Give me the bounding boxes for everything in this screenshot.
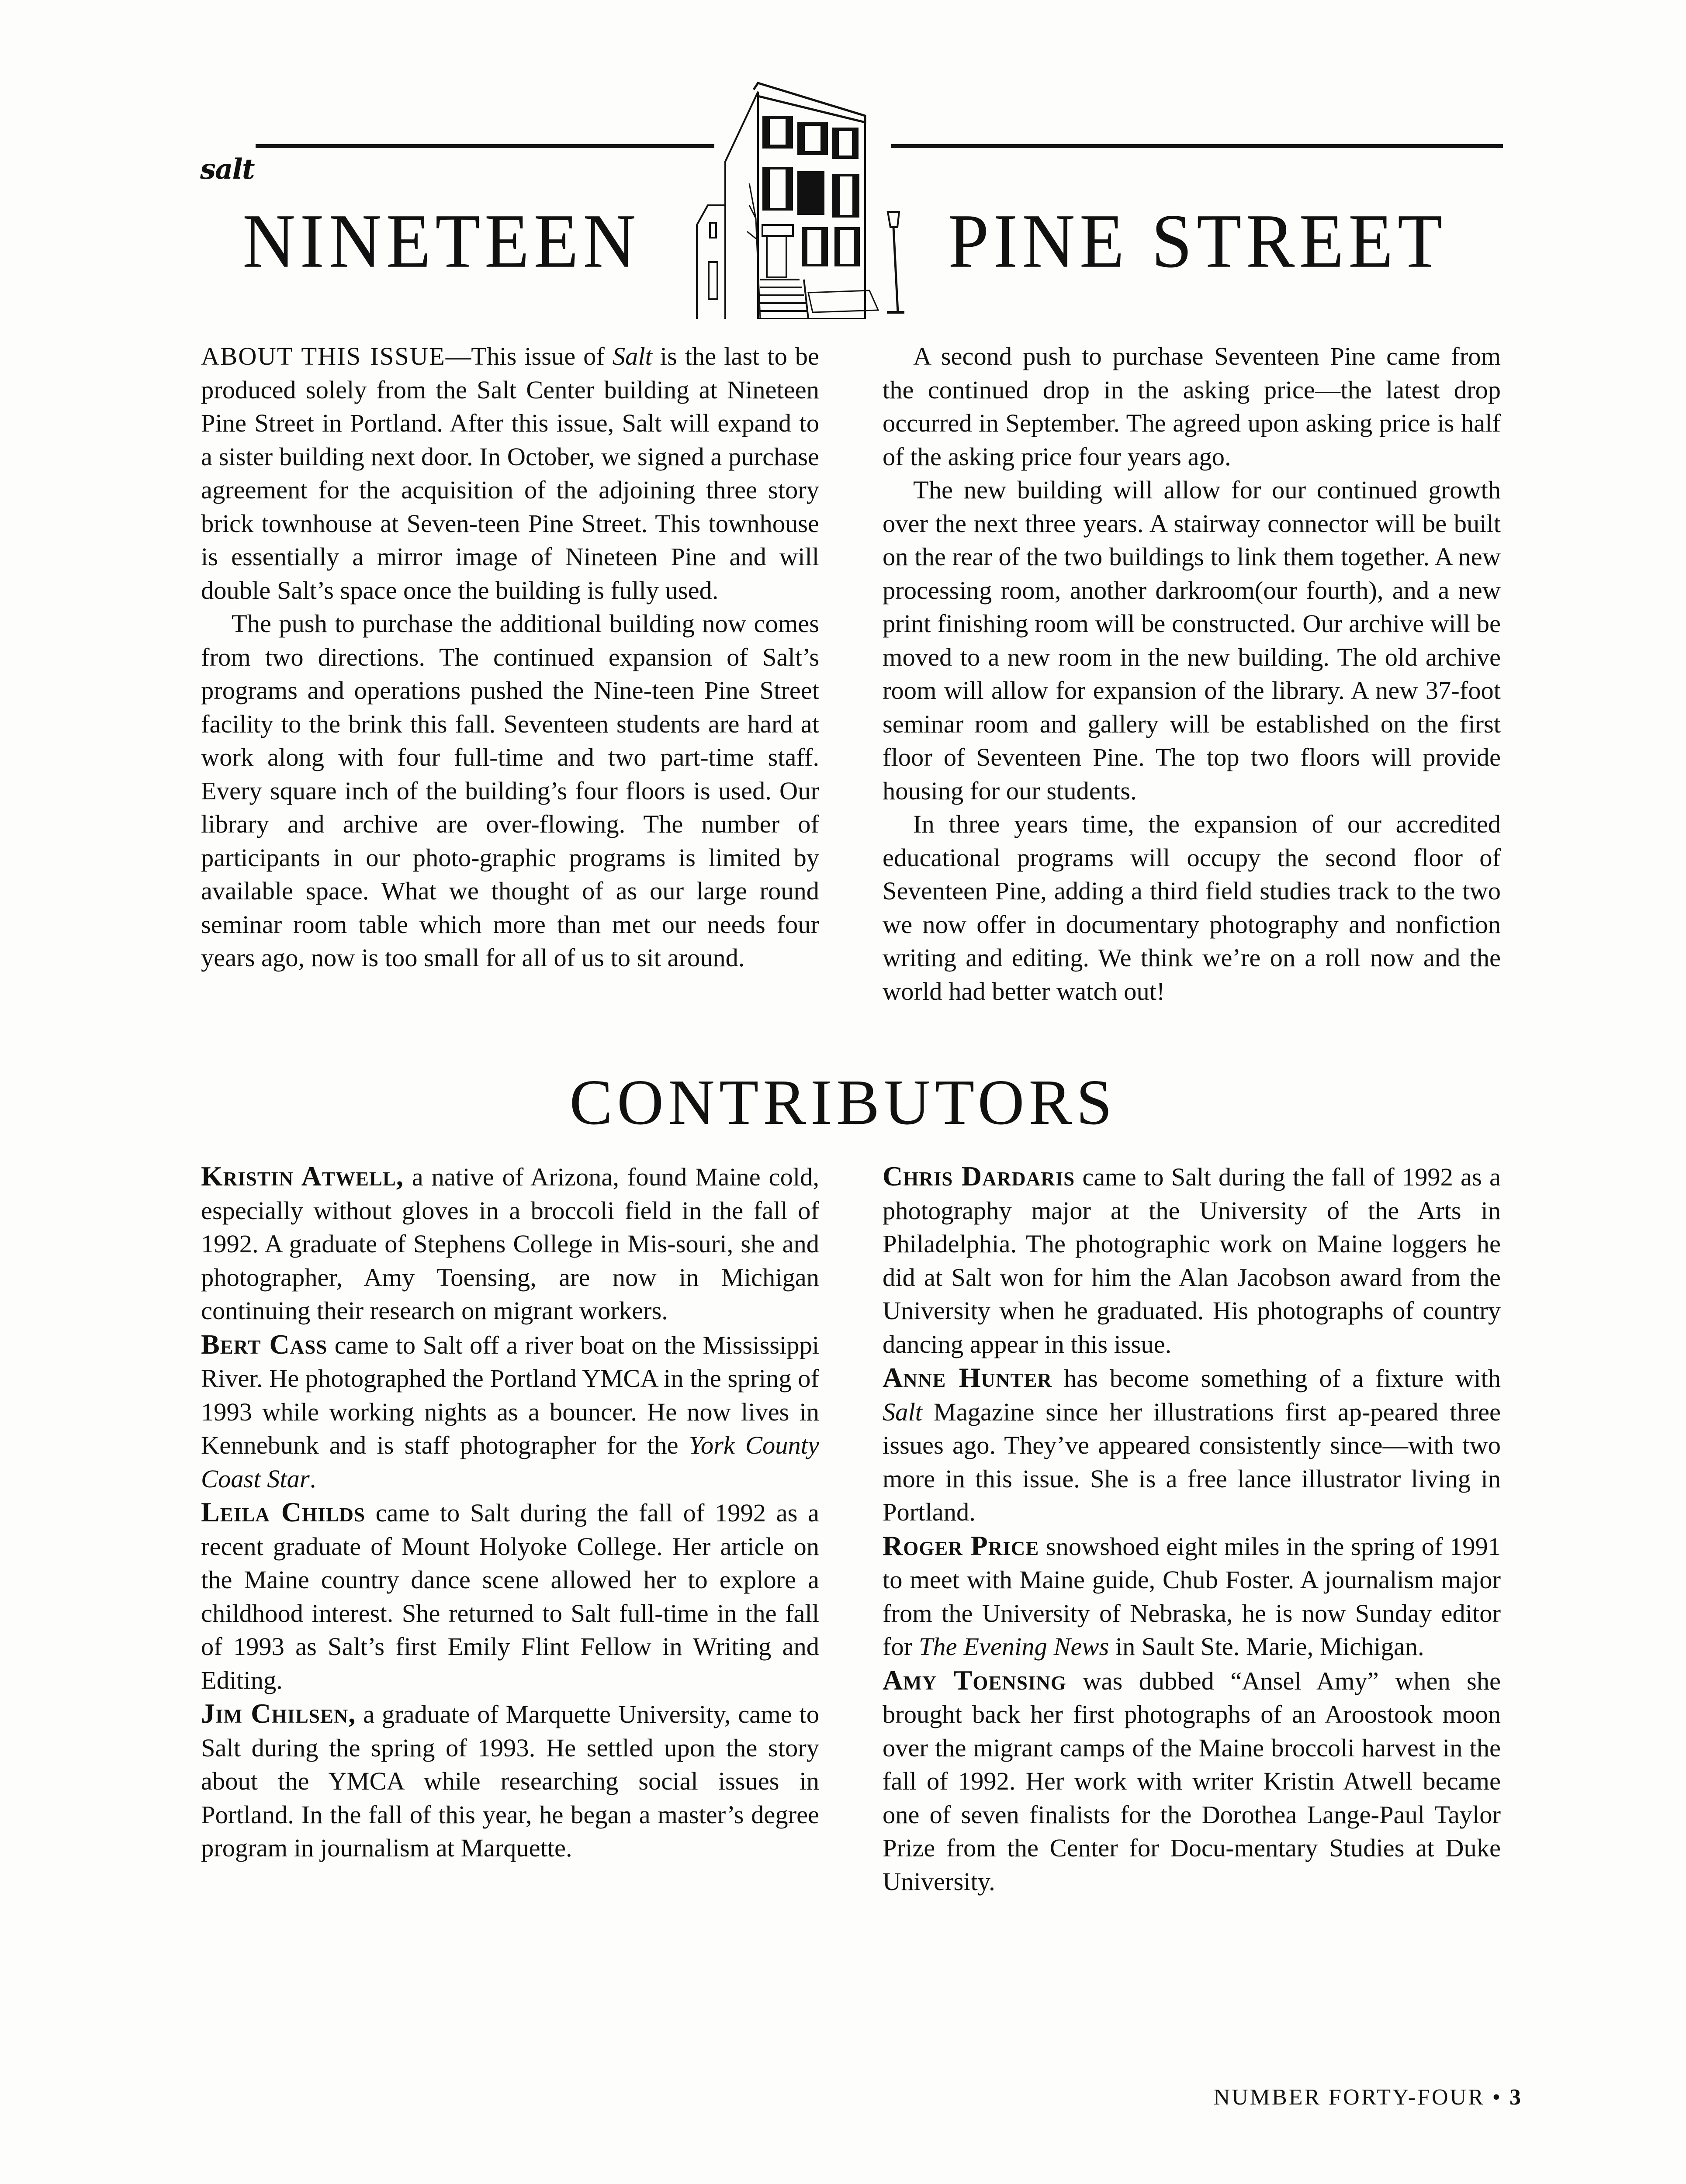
contributor-bio — [883, 1160, 1501, 1361]
text-run: came to Salt during the fall of 1992 as a photography major at the University of the Arts in Philadelphia. The photographic work on Maine loggers he did at Salt won for him the Alan Jacobson award from the University when he graduated. His photographs of country dancing appear in this issue. — [883, 1163, 1501, 1358]
text-run: has become something of a fixture with — [1052, 1364, 1501, 1393]
about-paragraph — [883, 473, 1501, 808]
bullet-separator: • — [1492, 2085, 1502, 2110]
front-door — [767, 236, 786, 277]
contributor-bio — [883, 1664, 1501, 1899]
text-run: —This issue of — [445, 342, 613, 370]
contributor-bio — [201, 1697, 819, 1865]
contributor-name: Chris Dardaris — [883, 1161, 1075, 1192]
text-run: a native of Arizona, found Maine cold, especially without gloves in a broccoli field in the fall of 1992. A graduate of Stephens College in Mis-souri, she and photographer, Amy Toensing, are now in Michigan continuing their research on migrant workers. — [201, 1163, 820, 1325]
text-run: was dubbed “Ansel Amy” when she brought back her first photographs of an Aroostook moon over the migrant camps of the Maine broccoli harvest in the fall of 1992. Her work with writer Kristin Atwell became one of seven finalists for the Dorothea Lange-Paul Taylor Prize from the Center for Docu-mentary Studies at Duke University. — [883, 1666, 1501, 1896]
about-column-right — [883, 340, 1501, 1008]
stoop-rail — [758, 280, 808, 319]
about-paragraph — [883, 340, 1501, 473]
annex-door — [709, 262, 717, 299]
contributor-name: Roger Price — [883, 1530, 1039, 1561]
italic-title: Salt — [883, 1397, 923, 1426]
page-title-left: NINETEEN — [242, 198, 640, 284]
lamp-head — [888, 212, 899, 227]
contributors-heading: CONTRIBUTORS — [569, 1067, 1117, 1138]
contributor-bio — [883, 1529, 1501, 1664]
text-run: . — [309, 1464, 316, 1493]
italic-title: Salt — [612, 342, 652, 370]
text-run: A second push to purchase Seventeen Pine came from the continued drop in the asking price—the latest drop occurred in September. The agreed upon asking price is half of the asking price four years ago. — [883, 342, 1501, 471]
contributor-text — [883, 1163, 1501, 1358]
about-text — [883, 476, 1501, 805]
text-run: a graduate of Marquette University, came to Salt during the spring of 1993. He settled upon the story about the YMCA while researching social issues in Portland. In the fall of this year, he began a master’s degree program in journalism at Marquette. — [201, 1700, 819, 1862]
issue-label: NUMBER FORTY-FOUR — [1213, 2085, 1485, 2110]
contributor-name: Kristin Atwell, — [201, 1161, 404, 1192]
text-run: The push to purchase the additional building now comes from two directions. The continued expansion of Salt’s programs and operations pushed the Nine-teen Pine Street facility to the brink this fall. Seventeen students are hard at work along with four full-time and two part-time staff. Every square inch of the building’s four floors is used. Our library and archive are over-flowing. The number of participants in our photo-graphic programs is limited by available space. What we thought of as our large round seminar room table which more than met our needs four years ago, now is too small for all of us to sit around. — [201, 609, 819, 972]
page-number: 3 — [1509, 2085, 1521, 2110]
italic-title: The Evening News — [918, 1632, 1109, 1661]
contributor-name: Jim Chilsen, — [201, 1698, 356, 1729]
contributor-text — [201, 1499, 819, 1694]
page-title-right: PINE STREET — [948, 198, 1447, 284]
townhouse-illustration — [673, 74, 961, 319]
lamp-post — [893, 227, 898, 312]
text-run: Magazine since her illustrations first ap-peared three issues ago. They’ve appeared consistently since—with two more in this issue. She is a free lance illustrator living in Portland. — [883, 1397, 1501, 1526]
text-run: came to Salt during the fall of 1992 as a recent graduate of Mount Holyoke College. Her article on the Maine country dance scene allowed her to explore a childhood interest. She returned to Salt full-time in the fall of 1993 as Salt’s first Emily Flint Fellow in Writing and Editing. — [201, 1499, 819, 1694]
contributor-bio — [201, 1160, 819, 1328]
contributor-name: Leila Childs — [201, 1496, 366, 1527]
contributor-name: Bert Cass — [201, 1328, 328, 1360]
about-text — [201, 342, 819, 605]
text-run: came to Salt off a river boat on the Mississippi River. He photographed the Portland YMCA in the spring of 1993 while working nights as a bouncer. He now lives in Kennebunk and is staff photographer for the — [201, 1330, 819, 1459]
text-run: snowshoed eight miles in the spring of 1991 to meet with Maine guide, Chub Foster. A journalism major from the University of Nebraska, he is now Sunday editor for — [883, 1532, 1501, 1661]
garden-bed — [808, 290, 878, 312]
contributors-column-left — [201, 1160, 819, 1865]
annex-window — [710, 223, 716, 238]
about-text — [883, 342, 1501, 471]
page-folio — [1214, 2084, 1521, 2110]
contributor-name: Amy Toensing — [883, 1664, 1066, 1696]
text-run: The new building will allow for our continued growth over the next three years. A stairway connector will be built on the rear of the two buildings to link them together. A new processing room, another darkroom(our fourth), and a new print finishing room will be constructed. Our archive will be moved to a new room in the new building. The old archive room will allow for expansion of the library. A new 37-foot seminar room and gallery will be established on the first floor of Seventeen Pine. The top two floors will provide housing for our students. — [883, 476, 1501, 805]
contributors-column-right — [883, 1160, 1501, 1898]
stoop-steps — [760, 280, 808, 311]
section-mark: salt — [200, 153, 254, 186]
about-column-left — [201, 340, 819, 975]
about-paragraph — [883, 808, 1501, 1008]
about-paragraph — [201, 340, 819, 607]
contributor-bio — [201, 1496, 819, 1697]
about-lead: ABOUT THIS ISSUE — [201, 342, 446, 370]
italic-title: York County Coast Star — [201, 1431, 819, 1493]
contributor-bio — [201, 1328, 819, 1496]
contributor-name: Anne Hunter — [883, 1362, 1052, 1393]
door-transom — [762, 225, 793, 236]
about-text — [883, 810, 1501, 1006]
about-text — [201, 609, 819, 972]
about-paragraph — [201, 607, 819, 975]
text-run: in Sault Ste. Marie, Michigan. — [1109, 1632, 1424, 1661]
header-rule-right — [891, 144, 1503, 148]
header-rule-left — [256, 144, 714, 148]
text-run: is the last to be produced solely from the Salt Center building at Nineteen Pine Street in Portland. After this issue, Salt will expand to a sister building next door. In October, we signed a purchase agreement for the acquisition of the adjoining three story brick townhouse at Seven-teen Pine Street. This townhouse is essentially a mirror image of Nineteen Pine and will double Salt’s space once the building is fully used. — [201, 342, 819, 605]
contributor-text — [883, 1664, 1501, 1896]
text-run: In three years time, the expansion of our accredited educational programs will occupy the second floor of Seventeen Pine, adding a third field studies track to the two we now offer in documentary photography and nonfiction writing and editing. We think we’re on a roll now and the world had better watch out! — [883, 810, 1501, 1006]
contributor-bio — [883, 1361, 1501, 1529]
